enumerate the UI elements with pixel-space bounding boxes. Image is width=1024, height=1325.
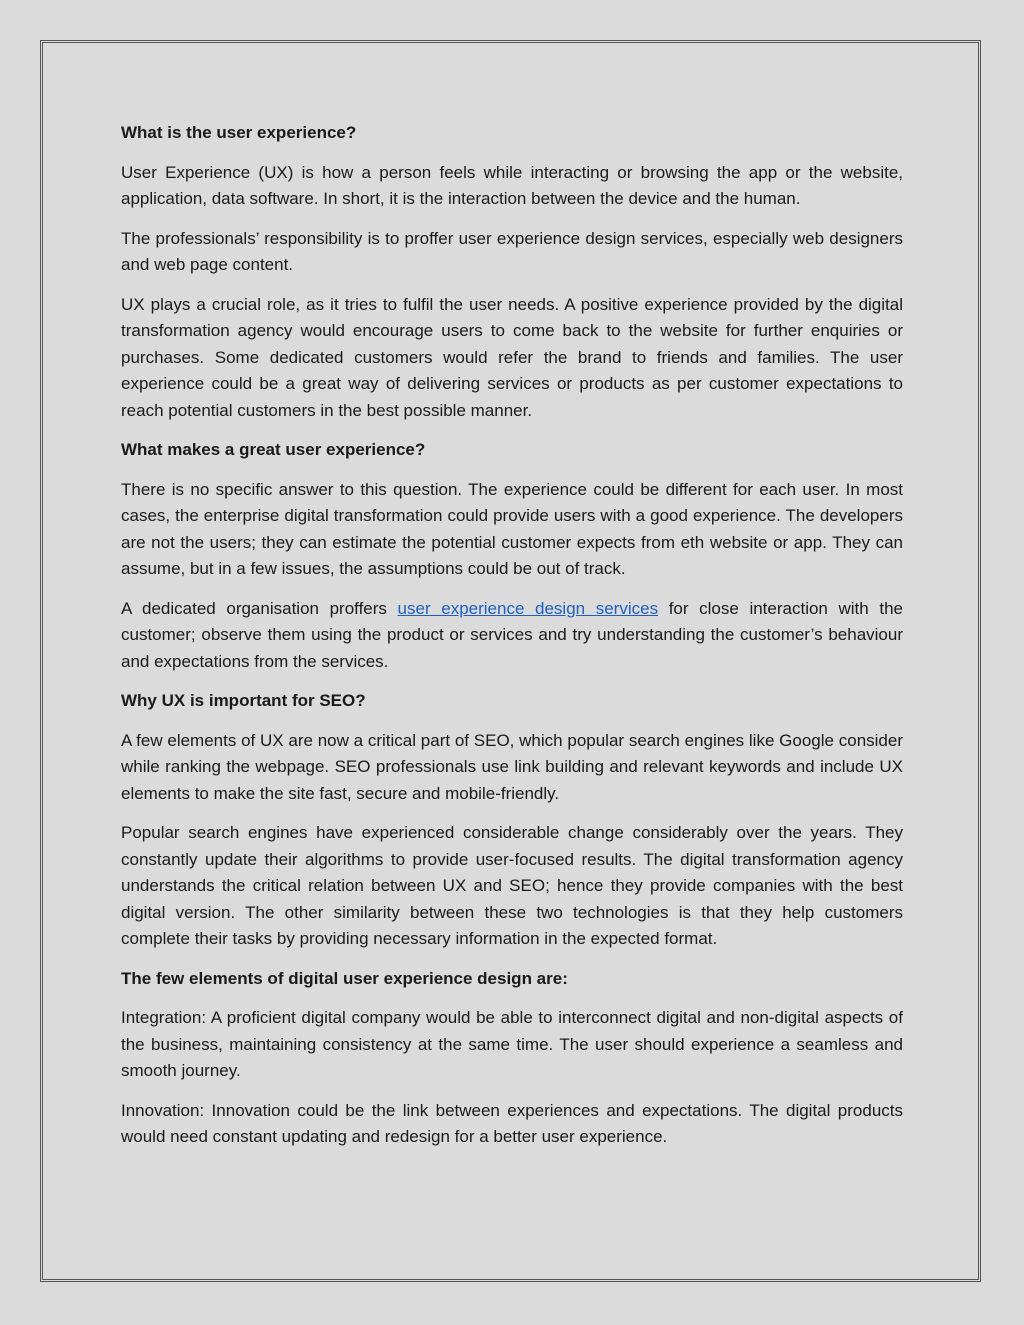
heading-design-elements: The few elements of digital user experience design are: xyxy=(121,968,568,988)
heading-great-user-experience: What makes a great user experience? xyxy=(121,440,426,459)
paragraph-ux-role: UX plays a crucial role, as it tries to fulfil the user needs. A positive experience provided by the digital transformation agency would encourage users to come back to the website for further enquiries or purchases. Some dedicated customers would refer the brand to friends and families. The user experience could be a great way of delivering services or products as per customer expectations to reach potential customers in the best possible manner. xyxy=(121,294,903,420)
paragraph-innovation: Innovation: Innovation could be the link between experiences and expectations. The digital products would need constant updating and redesign for a better user experience. xyxy=(121,1100,903,1146)
paragraph-ux-definition: User Experience (UX) is how a person feels while interacting or browsing the app or the website, application, data software. In short, it is the interaction between the device and the human. xyxy=(121,162,903,208)
paragraph-text-after-link: for close interaction with the customer; observe them using the product or services and try understanding the customer’s behaviour and expectations from the services. xyxy=(121,598,903,671)
ux-design-services-link[interactable]: user experience design services xyxy=(397,598,659,618)
paragraph-integration: Integration: A proficient digital company would be able to interconnect digital and non-digital aspects of the business, maintaining consistency at the same time. The user should experience a seamless and smooth journey. xyxy=(121,1008,903,1080)
paragraph-text-before-link: A dedicated organisation proffers xyxy=(121,598,398,618)
paragraph-no-specific-answer: There is no specific answer to this question. The experience could be different for each user. In most cases, the enterprise digital transformation could provide users with a good experience. The developers are not the users; they can estimate the potential customer expects from eth website or app. They can assume, but in a few issues, the assumptions could be out of track. xyxy=(121,479,903,578)
document-body xyxy=(121,120,903,1164)
paragraph-ux-seo-elements: A few elements of UX are now a critical part of SEO, which popular search engines like Google consider while ranking the webpage. SEO professionals use link building and relevant keywords and include UX elements to make the site fast, secure and mobile-friendly. xyxy=(121,730,903,803)
heading-ux-seo: Why UX is important for SEO? xyxy=(121,691,366,710)
paragraph-search-engines: Popular search engines have experienced considerable change considerably over the years. They constantly update their algorithms to provide user-focused results. The digital transformation agency understands the critical relation between UX and SEO; hence they provide companies with the best digital version. The other similarity between these two technologies is that they help customers complete their tasks by providing necessary information in the expected format. xyxy=(121,823,903,948)
paragraph-professionals: The professionals’ responsibility is to proffer user experience design services, especially web designers and web page content. xyxy=(121,228,903,274)
heading-user-experience: What is the user experience? xyxy=(121,123,357,142)
paragraph-dedicated-organisation xyxy=(121,596,903,676)
